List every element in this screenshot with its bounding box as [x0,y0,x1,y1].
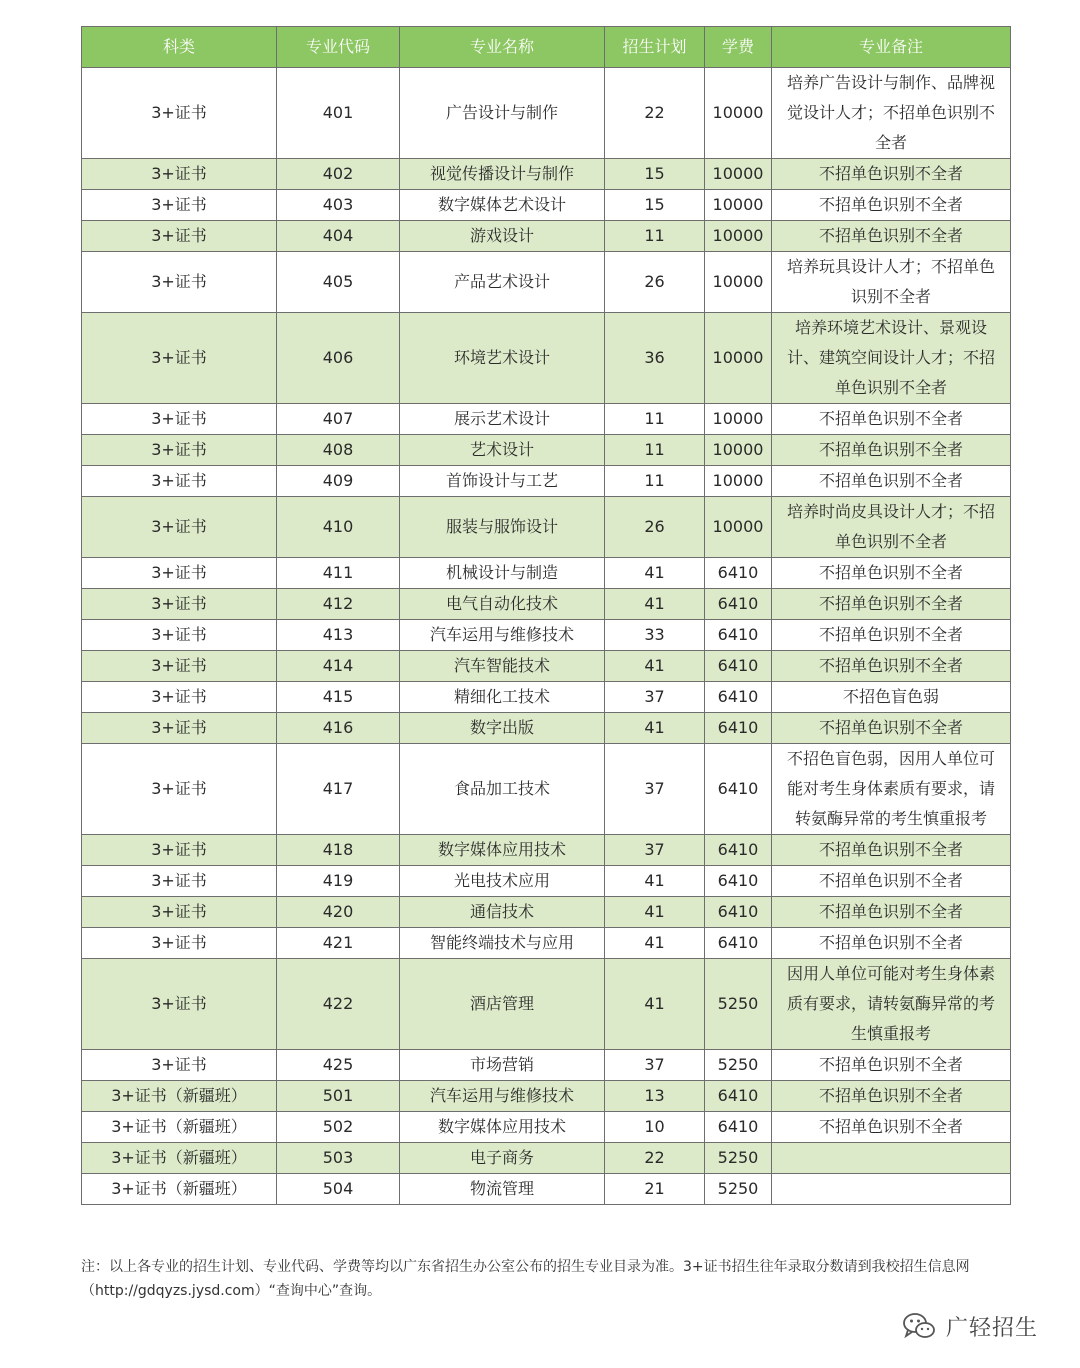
cell-note [772,1174,1011,1205]
cell-fee: 6410 [705,835,772,866]
cell-note: 培养广告设计与制作、品牌视觉设计人才；不招单色识别不全者 [772,68,1011,159]
cell-code: 504 [277,1174,400,1205]
cell-category: 3+证书 [82,897,277,928]
cell-code: 412 [277,589,400,620]
cell-plan: 11 [605,221,705,252]
cell-plan: 22 [605,1143,705,1174]
cell-category: 3+证书 [82,959,277,1050]
table-row [82,713,1011,744]
cell-note: 不招单色识别不全者 [772,651,1011,682]
cell-note: 不招单色识别不全者 [772,221,1011,252]
cell-major-name: 酒店管理 [400,959,605,1050]
cell-note: 不招单色识别不全者 [772,1081,1011,1112]
table-row [82,1050,1011,1081]
cell-major-name: 精细化工技术 [400,682,605,713]
cell-category: 3+证书 [82,252,277,313]
cell-major-name: 广告设计与制作 [400,68,605,159]
cell-major-name: 机械设计与制造 [400,558,605,589]
cell-major-name: 光电技术应用 [400,866,605,897]
cell-note: 不招单色识别不全者 [772,1050,1011,1081]
cell-category: 3+证书 [82,589,277,620]
cell-category: 3+证书（新疆班） [82,1174,277,1205]
cell-category: 3+证书 [82,928,277,959]
cell-note: 不招单色识别不全者 [772,466,1011,497]
header-code: 专业代码 [277,27,400,68]
cell-plan: 13 [605,1081,705,1112]
table-row [82,1112,1011,1143]
table-body [82,68,1011,1205]
cell-major-name: 汽车运用与维修技术 [400,1081,605,1112]
cell-plan: 37 [605,835,705,866]
cell-major-name: 游戏设计 [400,221,605,252]
cell-code: 422 [277,959,400,1050]
cell-code: 425 [277,1050,400,1081]
cell-major-name: 艺术设计 [400,435,605,466]
cell-fee: 6410 [705,1112,772,1143]
cell-major-name: 环境艺术设计 [400,313,605,404]
cell-note: 不招色盲色弱，因用人单位可能对考生身体素质有要求，请转氨酶异常的考生慎重报考 [772,744,1011,835]
cell-note: 不招单色识别不全者 [772,1112,1011,1143]
admissions-table [81,26,1011,1205]
cell-plan: 41 [605,928,705,959]
cell-note: 不招单色识别不全者 [772,713,1011,744]
footnote: 注：以上各专业的招生计划、专业代码、学费等均以广东省招生办公室公布的招生专业目录为准。3+证书招生往年录取分数请到我校招生信息网（http://gdqyzs.jysd.com）“查询中心”查询。 [81,1259,970,1299]
cell-plan: 15 [605,190,705,221]
cell-code: 419 [277,866,400,897]
cell-code: 418 [277,835,400,866]
cell-fee: 10000 [705,497,772,558]
cell-code: 420 [277,897,400,928]
cell-plan: 10 [605,1112,705,1143]
cell-note: 不招单色识别不全者 [772,866,1011,897]
table-row [82,835,1011,866]
cell-category: 3+证书（新疆班） [82,1112,277,1143]
cell-fee: 6410 [705,682,772,713]
cell-plan: 15 [605,159,705,190]
cell-category: 3+证书 [82,713,277,744]
cell-note: 不招单色识别不全者 [772,404,1011,435]
cell-code: 416 [277,713,400,744]
cell-plan: 41 [605,959,705,1050]
table-header [82,27,1011,68]
cell-major-name: 物流管理 [400,1174,605,1205]
cell-fee: 10000 [705,221,772,252]
table-row [82,313,1011,404]
cell-major-name: 数字媒体艺术设计 [400,190,605,221]
cell-category: 3+证书 [82,651,277,682]
cell-plan: 11 [605,404,705,435]
cell-note: 不招单色识别不全者 [772,589,1011,620]
cell-note: 不招单色识别不全者 [772,558,1011,589]
cell-plan: 37 [605,744,705,835]
cell-major-name: 产品艺术设计 [400,252,605,313]
header-plan: 招生计划 [605,27,705,68]
cell-plan: 22 [605,68,705,159]
header-note: 专业备注 [772,27,1011,68]
cell-fee: 6410 [705,928,772,959]
cell-fee: 6410 [705,866,772,897]
cell-code: 501 [277,1081,400,1112]
table-row [82,497,1011,558]
cell-major-name: 首饰设计与工艺 [400,466,605,497]
cell-fee: 10000 [705,68,772,159]
table-row [82,159,1011,190]
cell-code: 415 [277,682,400,713]
table-row [82,897,1011,928]
cell-note: 不招单色识别不全者 [772,435,1011,466]
table-row [82,620,1011,651]
table-row [82,404,1011,435]
cell-major-name: 服装与服饰设计 [400,497,605,558]
cell-plan: 33 [605,620,705,651]
brand-name: 广轻招生 [946,1315,1039,1341]
cell-category: 3+证书 [82,68,277,159]
cell-code: 403 [277,190,400,221]
cell-category: 3+证书 [82,435,277,466]
cell-fee: 10000 [705,435,772,466]
cell-category: 3+证书 [82,190,277,221]
cell-category: 3+证书 [82,558,277,589]
cell-major-name: 汽车运用与维修技术 [400,620,605,651]
cell-major-name: 食品加工技术 [400,744,605,835]
cell-major-name: 汽车智能技术 [400,651,605,682]
cell-plan: 41 [605,866,705,897]
table-row [82,744,1011,835]
cell-fee: 6410 [705,713,772,744]
table-row [82,1143,1011,1174]
cell-major-name: 智能终端技术与应用 [400,928,605,959]
cell-fee: 6410 [705,589,772,620]
cell-note [772,1143,1011,1174]
cell-fee: 6410 [705,897,772,928]
table-row [82,252,1011,313]
cell-fee: 10000 [705,252,772,313]
cell-plan: 41 [605,713,705,744]
cell-note: 因用人单位可能对考生身体素质有要求，请转氨酶异常的考生慎重报考 [772,959,1011,1050]
cell-fee: 6410 [705,744,772,835]
cell-category: 3+证书 [82,835,277,866]
cell-fee: 6410 [705,651,772,682]
table-row [82,866,1011,897]
cell-major-name: 视觉传播设计与制作 [400,159,605,190]
cell-plan: 11 [605,466,705,497]
cell-major-name: 数字出版 [400,713,605,744]
cell-code: 413 [277,620,400,651]
cell-note: 不招单色识别不全者 [772,928,1011,959]
cell-code: 409 [277,466,400,497]
table-row [82,1081,1011,1112]
cell-note: 不招单色识别不全者 [772,190,1011,221]
cell-major-name: 通信技术 [400,897,605,928]
cell-plan: 26 [605,497,705,558]
cell-category: 3+证书 [82,866,277,897]
cell-fee: 5250 [705,959,772,1050]
cell-fee: 6410 [705,620,772,651]
cell-fee: 5250 [705,1174,772,1205]
cell-fee: 10000 [705,466,772,497]
cell-note: 不招单色识别不全者 [772,897,1011,928]
table-row [82,682,1011,713]
cell-code: 405 [277,252,400,313]
cell-major-name: 电气自动化技术 [400,589,605,620]
cell-fee: 5250 [705,1143,772,1174]
cell-code: 407 [277,404,400,435]
cell-note: 不招单色识别不全者 [772,620,1011,651]
cell-code: 417 [277,744,400,835]
cell-category: 3+证书 [82,744,277,835]
table-row [82,651,1011,682]
cell-plan: 37 [605,1050,705,1081]
cell-fee: 6410 [705,1081,772,1112]
cell-plan: 41 [605,897,705,928]
table-row [82,1174,1011,1205]
cell-note: 不招单色识别不全者 [772,159,1011,190]
cell-major-name: 市场营销 [400,1050,605,1081]
cell-category: 3+证书 [82,1050,277,1081]
cell-note: 培养时尚皮具设计人才；不招单色识别不全者 [772,497,1011,558]
cell-code: 402 [277,159,400,190]
cell-category: 3+证书（新疆班） [82,1143,277,1174]
table-row [82,68,1011,159]
header-name: 专业名称 [400,27,605,68]
cell-code: 404 [277,221,400,252]
cell-plan: 41 [605,589,705,620]
cell-fee: 6410 [705,558,772,589]
cell-major-name: 电子商务 [400,1143,605,1174]
cell-category: 3+证书 [82,682,277,713]
cell-category: 3+证书（新疆班） [82,1081,277,1112]
table-row [82,589,1011,620]
cell-major-name: 展示艺术设计 [400,404,605,435]
admissions-table-wrapper [81,26,1010,1205]
cell-fee: 10000 [705,190,772,221]
cell-note: 培养环境艺术设计、景观设计、建筑空间设计人才；不招单色识别不全者 [772,313,1011,404]
cell-fee: 10000 [705,313,772,404]
cell-category: 3+证书 [82,497,277,558]
cell-note: 培养玩具设计人才；不招单色识别不全者 [772,252,1011,313]
table-row [82,558,1011,589]
cell-category: 3+证书 [82,404,277,435]
cell-major-name: 数字媒体应用技术 [400,835,605,866]
header-fee: 学费 [705,27,772,68]
cell-plan: 36 [605,313,705,404]
cell-category: 3+证书 [82,313,277,404]
cell-code: 408 [277,435,400,466]
wechat-icon [902,1311,936,1341]
table-row [82,221,1011,252]
table-row [82,959,1011,1050]
cell-fee: 10000 [705,404,772,435]
cell-major-name: 数字媒体应用技术 [400,1112,605,1143]
cell-note: 不招单色识别不全者 [772,835,1011,866]
cell-category: 3+证书 [82,620,277,651]
cell-code: 421 [277,928,400,959]
cell-code: 406 [277,313,400,404]
cell-plan: 26 [605,252,705,313]
cell-plan: 41 [605,651,705,682]
table-row [82,435,1011,466]
cell-note: 不招色盲色弱 [772,682,1011,713]
cell-category: 3+证书 [82,466,277,497]
table-row [82,928,1011,959]
cell-code: 401 [277,68,400,159]
header-category: 科类 [82,27,277,68]
cell-fee: 10000 [705,159,772,190]
cell-code: 502 [277,1112,400,1143]
cell-plan: 21 [605,1174,705,1205]
cell-plan: 41 [605,558,705,589]
cell-plan: 37 [605,682,705,713]
cell-category: 3+证书 [82,221,277,252]
brand-watermark [902,1306,1062,1346]
cell-code: 410 [277,497,400,558]
cell-plan: 11 [605,435,705,466]
table-row [82,190,1011,221]
cell-code: 414 [277,651,400,682]
cell-code: 411 [277,558,400,589]
header-row [82,27,1011,68]
cell-fee: 5250 [705,1050,772,1081]
table-row [82,466,1011,497]
cell-code: 503 [277,1143,400,1174]
cell-category: 3+证书 [82,159,277,190]
